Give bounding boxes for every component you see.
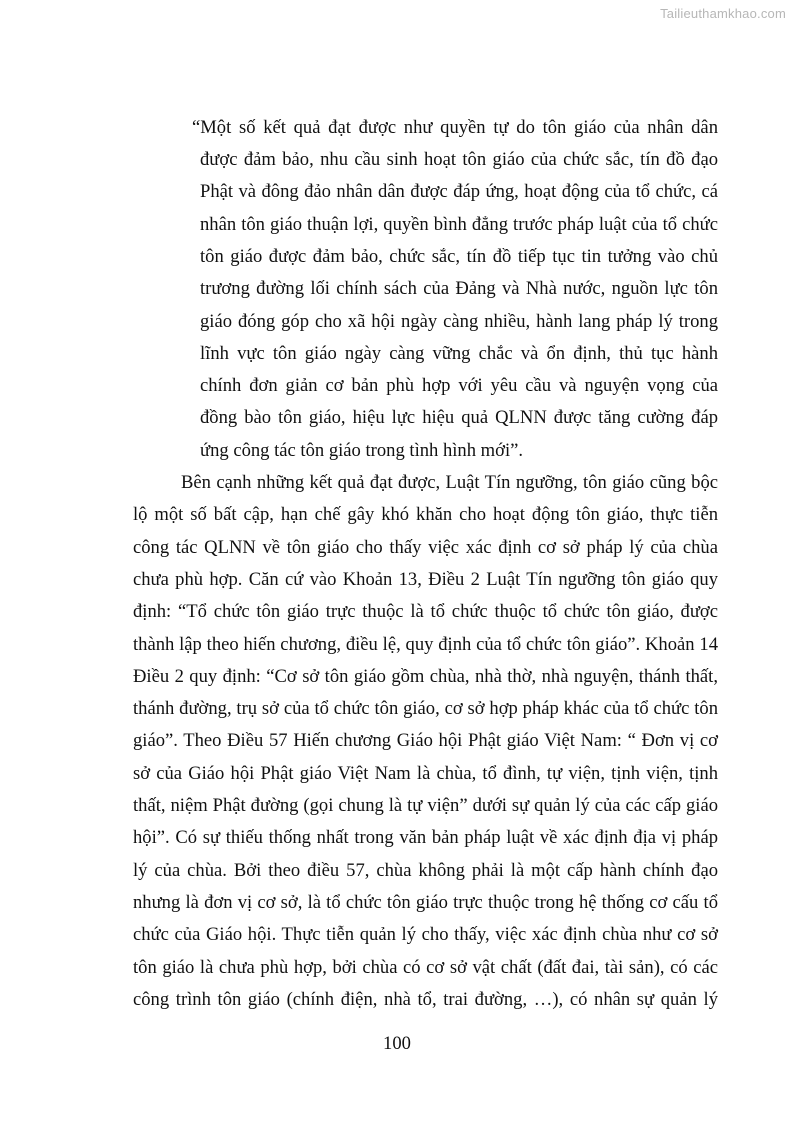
page-number: 100 [383,1033,411,1054]
watermark: Tailieuthamkhao.com [660,6,786,21]
paragraph-line: giáo”. Theo Điều 57 Hiến chương Giáo hội Phật giáo Việt Nam: “ Đơn vị cơ [133,730,718,751]
quote-line: chính đơn giản cơ bản phù hợp với yêu cầu và nguyện vọng của [200,375,718,396]
paragraph-line: thành lập theo hiến chương, điều lệ, quy định của tổ chức tôn giáo”. Khoản 14 [133,634,718,655]
paragraph-line: lộ một số bất cập, hạn chế gây khó khăn cho hoạt động tôn giáo, thực tiễn [133,504,718,525]
quote-line: trương đường lối chính sách của Đảng và Nhà nước, nguồn lực tôn [200,278,718,299]
quote-line: tôn giáo được đảm bảo, chức sắc, tín đồ tiếp tục tin tưởng vào chủ [200,246,718,267]
quote-line: lĩnh vực tôn giáo ngày càng vững chắc và ổn định, thủ tục hành [200,343,718,364]
paragraph-line: hội”. Có sự thiếu thống nhất trong văn bản pháp luật về xác định địa vị pháp [133,827,718,848]
paragraph-line: Bên cạnh những kết quả đạt được, Luật Tín ngưỡng, tôn giáo cũng bộc [181,472,718,493]
paragraph-line: định: “Tổ chức tôn giáo trực thuộc là tổ chức thuộc tổ chức tôn giáo, được [133,601,718,622]
paragraph-line: lý của chùa. Bởi theo điều 57, chùa không phải là một cấp hành chính đạo [133,860,718,881]
quote-line: được đảm bảo, nhu cầu sinh hoạt tôn giáo của chức sắc, tín đồ đạo [200,149,718,170]
quote-line: “Một số kết quả đạt được như quyền tự do tôn giáo của nhân dân [192,117,718,138]
paragraph-line: công tác QLNN về tôn giáo cho thấy việc xác định cơ sở pháp lý của chùa [133,537,718,558]
paragraph-line: thất, niệm Phật đường (gọi chung là tự viện” dưới sự quản lý của các cấp giáo [133,795,718,816]
quote-line: Phật và đông đảo nhân dân được đáp ứng, hoạt động của tổ chức, cá [200,181,718,202]
paragraph-line: công trình tôn giáo (chính điện, nhà tổ, trai đường, …), có nhân sự quản lý [133,989,718,1010]
paragraph-line: thánh đường, trụ sở của tổ chức tôn giáo, cơ sở hợp pháp khác của tổ chức tôn [133,698,718,719]
quote-line: đồng bào tôn giáo, hiệu lực hiệu quả QLNN được tăng cường đáp [200,407,718,428]
quote-line: giáo đóng góp cho xã hội ngày càng nhiều, hành lang pháp lý trong [200,311,718,332]
quote-line: nhân tôn giáo thuận lợi, quyền bình đẳng trước pháp luật của tổ chức [200,214,718,235]
paragraph-line: tôn giáo là chưa phù hợp, bởi chùa có cơ sở vật chất (đất đai, tài sản), có các [133,957,718,978]
paragraph-line: chức của Giáo hội. Thực tiễn quản lý cho thấy, việc xác định chùa như cơ sở [133,924,718,945]
paragraph-line: Điều 2 quy định: “Cơ sở tôn giáo gồm chùa, nhà thờ, nhà nguyện, thánh thất, [133,666,718,687]
paragraph-line: nhưng là đơn vị cơ sở, là tổ chức tôn giáo trực thuộc trong hệ thống cơ cấu tổ [133,892,718,913]
paragraph-line: sở của Giáo hội Phật giáo Việt Nam là chùa, tổ đình, tự viện, tịnh viện, tịnh [133,763,718,784]
quote-line: ứng công tác tôn giáo trong tình hình mới”. [200,440,524,461]
paragraph-line: chưa phù hợp. Căn cứ vào Khoản 13, Điều 2 Luật Tín ngưỡng tôn giáo quy [133,569,718,590]
